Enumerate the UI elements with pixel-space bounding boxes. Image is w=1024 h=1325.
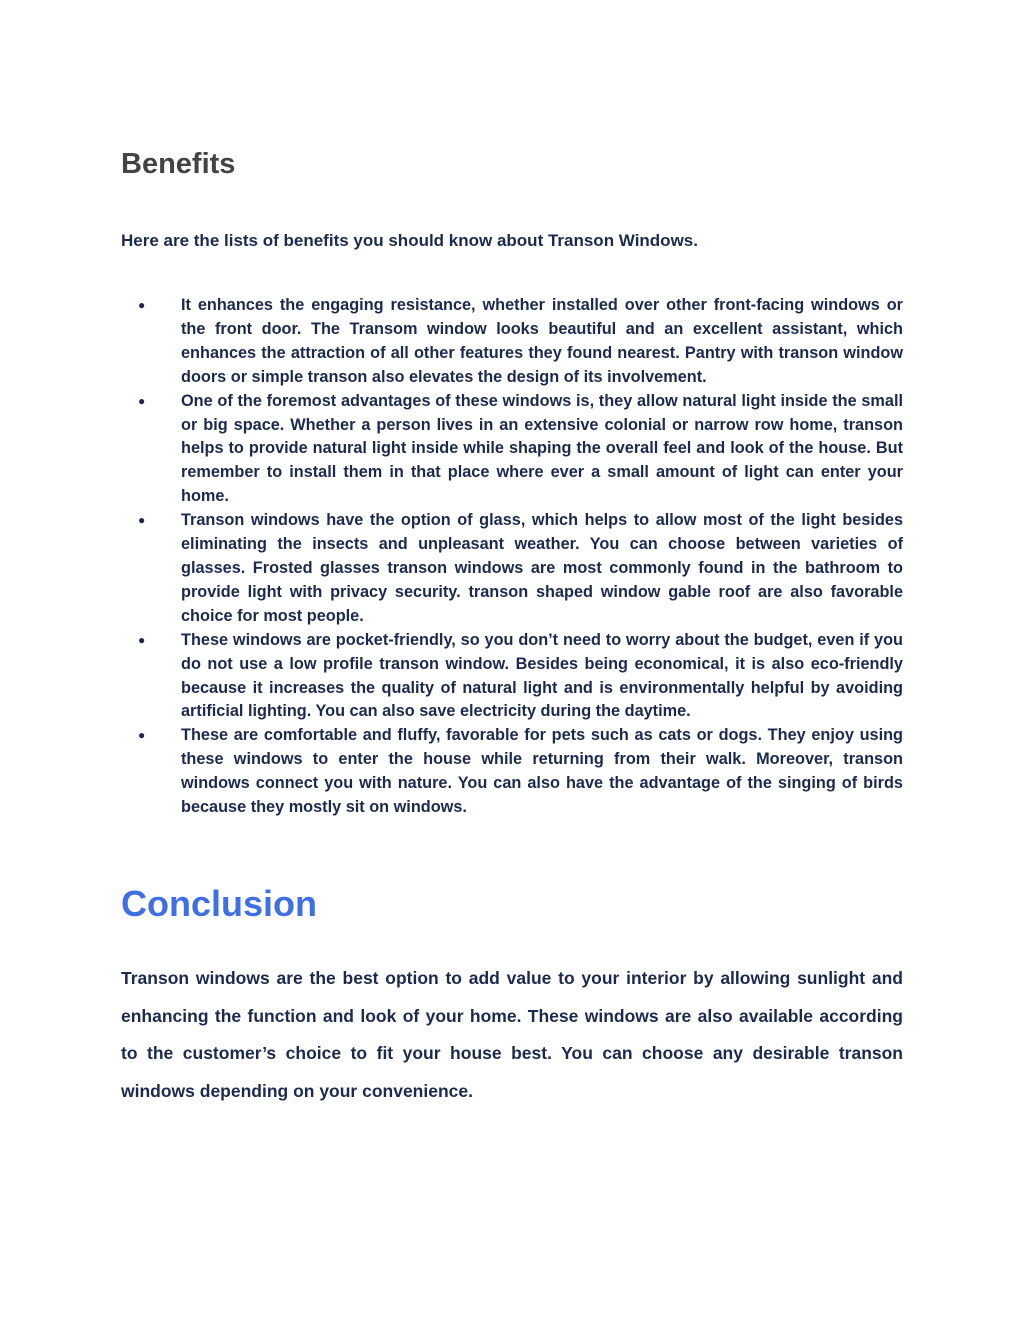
- list-item: [121, 629, 903, 725]
- bullet-icon: ●: [138, 393, 146, 408]
- benefits-list: [121, 294, 903, 820]
- bullet-icon: ●: [138, 728, 146, 743]
- list-item-text: These windows are pocket-friendly, so you don’t need to worry about the budget, even if you do not use a low profile transon window. Besides being economical, it is also eco-friendly because it increases the quality of natural light and is environmentally helpful by avoiding artificial lighting. You can also save electricity during the daytime.: [181, 630, 903, 721]
- conclusion-heading: Conclusion: [121, 883, 317, 924]
- list-item: [121, 390, 903, 510]
- conclusion-paragraph: Transon windows are the best option to add value to your interior by allowing sunlight and enhancing the function and look of your home. These windows are also available according to the customer’s choice to fit your house best. You can choose any desirable transon windows depending on your convenience.: [121, 968, 903, 1102]
- list-item-text: Transon windows have the option of glass, which helps to allow most of the light besides eliminating the insects and unpleasant weather. You can choose between varieties of glasses. Frosted glasses transon windows are most commonly found in the bathroom to provide light with privacy security. transon shaped window gable roof are also favorable choice for most people.: [181, 511, 903, 625]
- bullet-icon: ●: [138, 632, 146, 647]
- list-item-text: These are comfortable and fluffy, favorable for pets such as cats or dogs. They enjoy using these windows to enter the house while returning from their walk. Moreover, transon windows connect you with nature. You can also have the advantage of the singing of birds because they mostly sit on windows.: [181, 726, 903, 817]
- bullet-icon: ●: [138, 513, 146, 528]
- benefits-heading: Benefits: [121, 148, 236, 180]
- bullet-icon: ●: [138, 298, 146, 312]
- list-item: [121, 724, 903, 820]
- list-item-text: It enhances the engaging resistance, whether installed over other front-facing windows or the front door. The Transom window looks beautiful and an excellent assistant, which enhances the attraction of all other features they found nearest. Pantry with transon window doors or simple transon also elevates the design of its involvement.: [181, 296, 903, 386]
- list-item-text: One of the foremost advantages of these windows is, they allow natural light inside the small or big space. Whether a person lives in an extensive colonial or narrow row home, transon helps to provide natural light inside while shaping the overall feel and look of the house. But remember to install them in that place where ever a small amount of light can enter your home.: [181, 391, 903, 506]
- list-item: [121, 294, 903, 390]
- benefits-intro: Here are the lists of benefits you should know about Transon Windows.: [121, 231, 698, 250]
- list-item: [121, 509, 903, 629]
